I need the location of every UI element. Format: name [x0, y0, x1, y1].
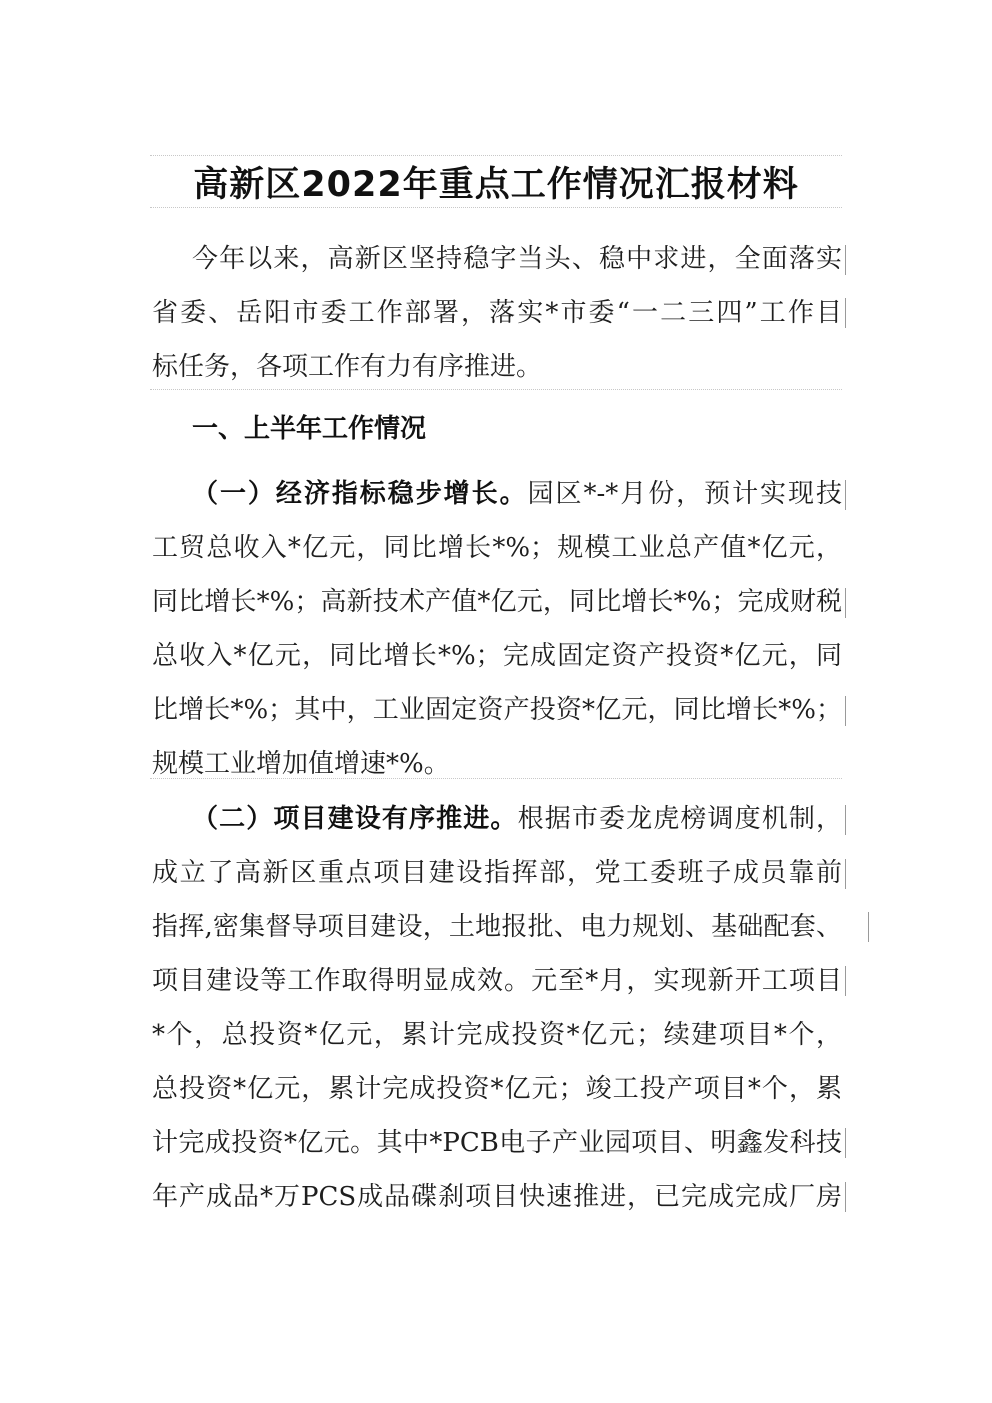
para2-line-1: [192, 792, 842, 846]
title-top-rule: [150, 155, 842, 156]
margin-mark: [868, 912, 869, 942]
margin-mark: [845, 1128, 846, 1158]
para1-first-rest: 园区*-*月份，预计实现技: [527, 479, 842, 509]
margin-mark: [845, 245, 846, 275]
para2-line-6: 总投资*亿元，累计完成投资*亿元；竣工投产项目*个，累: [152, 1074, 842, 1104]
paragraph-divider: [150, 778, 842, 779]
para2-line-7: 计完成投资*亿元。其中*PCB电子产业园项目、明鑫发科技: [152, 1128, 842, 1158]
margin-mark: [845, 1182, 846, 1212]
para2-first-rest: 根据市委龙虎榜调度机制，: [517, 804, 842, 834]
para1-line-5: 比增长*%；其中，工业固定资产投资*亿元，同比增长*%；: [152, 695, 842, 725]
para2-lead: （二）项目建设有序推进。: [192, 804, 518, 834]
para2-line-8: 年产成品*万PCS成品碟刹项目快速推进，已完成完成厂房: [152, 1182, 842, 1212]
para2-line-2: 成立了高新区重点项目建设指挥部，党工委班子成员靠前: [152, 858, 842, 888]
paragraph-divider: [150, 389, 842, 390]
para1-line-3: 同比增长*%；高新技术产值*亿元，同比增长*%；完成财税: [152, 587, 842, 617]
para1-line-6: 规模工业增加值增速*%。: [152, 749, 450, 779]
para2-line-4: 项目建设等工作取得明显成效。元至*月，实现新开工项目: [152, 966, 842, 996]
title-bottom-rule: [150, 207, 842, 208]
intro-line-2: 省委、岳阳市委工作部署，落实*市委“一二三四”工作目: [152, 298, 842, 328]
margin-mark: [845, 298, 846, 328]
margin-mark: [845, 480, 846, 510]
section-heading: 一、上半年工作情况: [192, 414, 427, 444]
para1-line-1: [192, 467, 842, 521]
para1-lead: （一）经济指标稳步增长。: [192, 479, 528, 509]
intro-line-1: 今年以来，高新区坚持稳字当头、稳中求进，全面落实: [192, 244, 842, 274]
intro-line-3: 标任务，各项工作有力有序推进。: [152, 352, 543, 382]
margin-mark: [845, 966, 846, 996]
para1-line-4: 总收入*亿元，同比增长*%；完成固定资产投资*亿元，同: [152, 641, 842, 671]
margin-mark: [845, 696, 846, 726]
margin-mark: [845, 588, 846, 618]
para1-line-2: 工贸总收入*亿元，同比增长*%；规模工业总产值*亿元，: [152, 533, 842, 563]
para2-line-5: *个，总投资*亿元，累计完成投资*亿元；续建项目*个，: [152, 1020, 842, 1050]
para2-line-3: 指挥,密集督导项目建设，土地报批、电力规划、基础配套、: [152, 912, 842, 942]
margin-mark: [845, 859, 846, 889]
margin-mark: [845, 805, 846, 835]
document-title: 高新区2022年重点工作情况汇报材料: [193, 165, 799, 205]
